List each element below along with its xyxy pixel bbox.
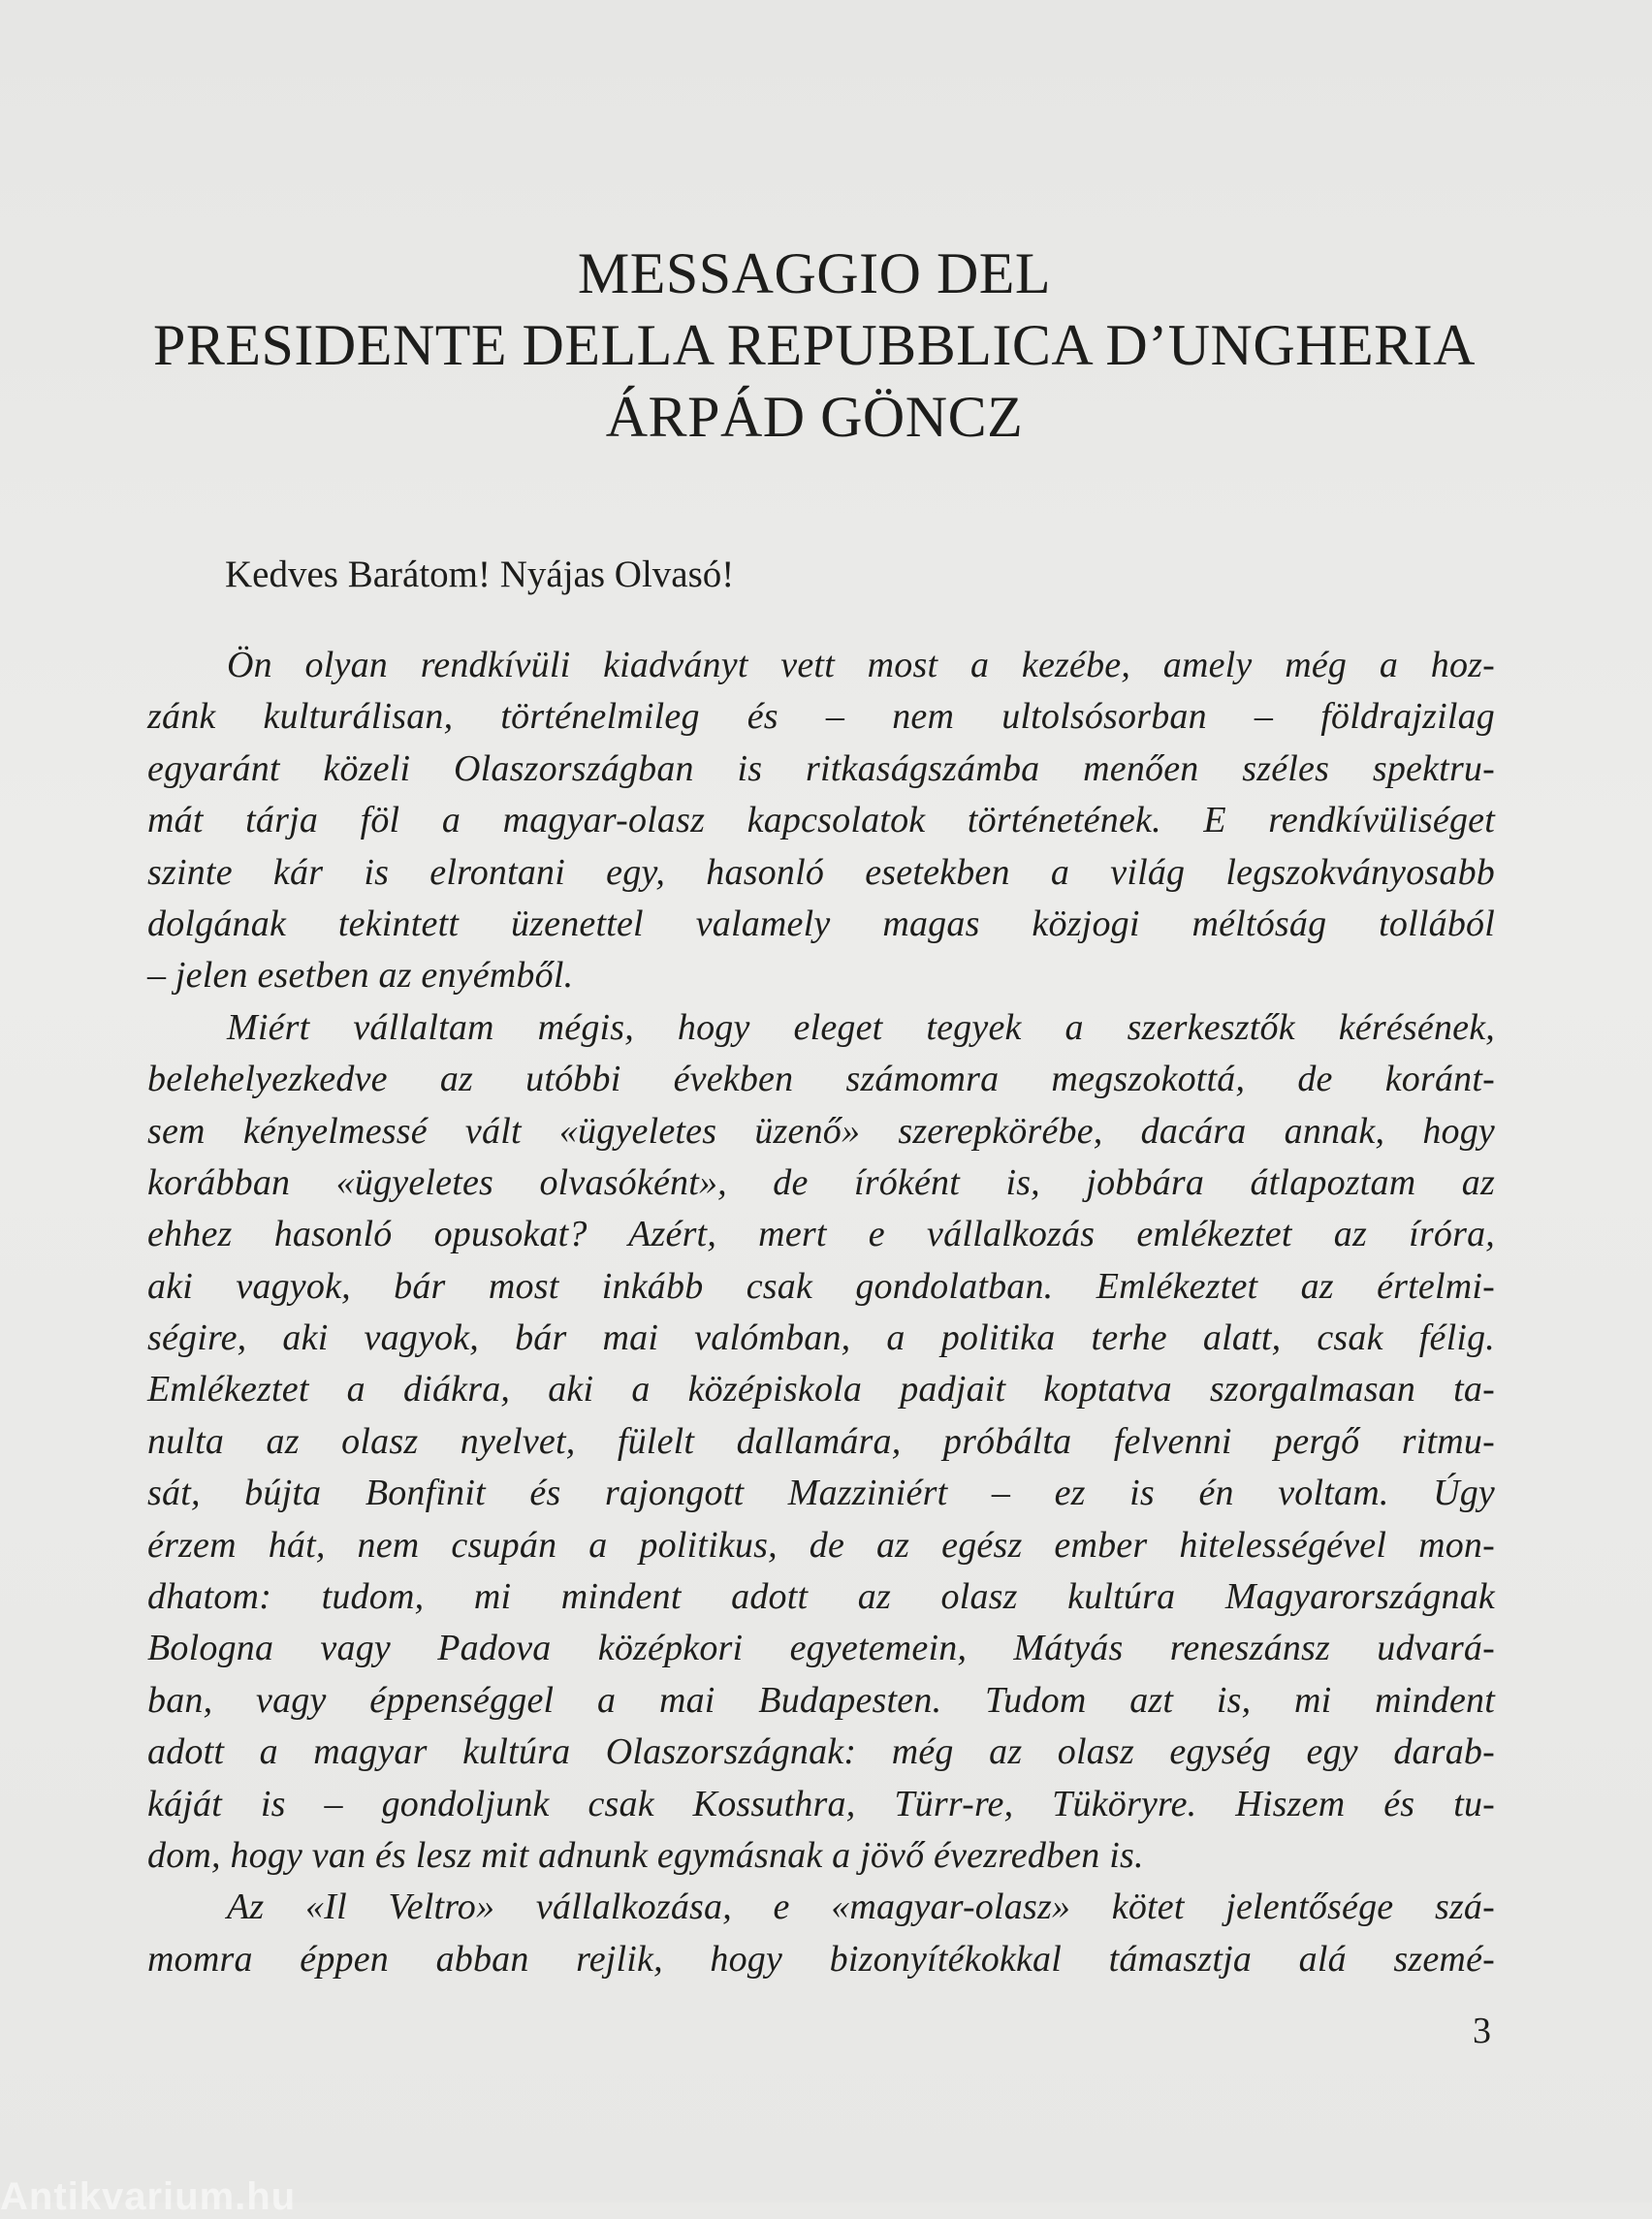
text-line: sem kényelmessé vált «ügyeletes üzenő» szerepkörébe, dacára annak, hogy [147,1110,1495,1152]
text-line: Miért vállaltam mégis, hogy eleget tegyek a szerkesztők kérésének, [227,1006,1495,1048]
greeting: Kedves Barátom! Nyájas Olvasó! [225,554,735,595]
text-line: belehelyezkedve az utóbbi években számomra megszokottá, de koránt- [147,1059,1495,1100]
text-line: Emlékeztet a diákra, aki a középiskola padjait koptatva szorgalmasan ta- [147,1369,1495,1411]
text-line: – jelen esetben az enyémből. [147,955,574,997]
text-line: dom, hogy van és lesz mit adnunk egymásnak a jövő évezredben is. [147,1834,1144,1876]
text-line: dhatom: tudom, mi mindent adott az olasz kultúra Magyarországnak [147,1576,1495,1618]
text-line: adott a magyar kultúra Olaszországnak: még az olasz egység egy darab- [147,1731,1495,1773]
page-title [116,238,1512,453]
text-line: zánk kulturálisan, történelmileg és – nem ultolsósorban – földrajzilag [147,696,1495,738]
text-line: ehhez hasonló opusokat? Azért, mert e vállalkozás emlékeztet az íróra, [147,1214,1495,1255]
text-line: Ön olyan rendkívüli kiadványt vett most a kezébe, amely még a hoz- [227,645,1495,685]
text-line: dolgának tekintett üzenettel valamely magas közjogi méltóság tollából [147,903,1495,944]
text-line: sát, bújta Bonfinit és rajongott Mazziniért – ez is én voltam. Úgy [147,1473,1495,1514]
text-line: Az «Il Veltro» vállalkozása, e «magyar-olasz» kötet jelentősége szá- [227,1886,1495,1928]
text-line: Bologna vagy Padova középkori egyetemein, Mátyás reneszánsz udvará- [147,1628,1495,1669]
page-number: 3 [1473,2011,1491,2051]
watermark: Antikvarium.hu [0,2175,297,2218]
text-line: momra éppen abban rejlik, hogy bizonyítékokkal támasztja alá szemé- [147,1938,1495,1980]
text-line: ban, vagy éppenséggel a mai Budapesten. Tudom azt is, mi mindent [147,1679,1495,1721]
title-line-2: PRESIDENTE DELLA REPUBBLICA D’UNGHERIA [153,313,1476,377]
text-line: mát tárja föl a magyar-olasz kapcsolatok történetének. E rendkívüliséget [147,800,1495,841]
text-line: káját is – gondoljunk csak Kossuthra, Türr-re, Tüköryre. Hiszem és tu- [147,1783,1495,1824]
text-line: szinte kár is elrontani egy, hasonló esetekben a világ legszokványosabb [147,851,1495,893]
text-line: egyaránt közeli Olaszországban is ritkaságszámba menően széles spektru- [147,747,1495,789]
text-line: ségire, aki vagyok, bár mai valómban, a politika terhe alatt, csak félig. [147,1317,1495,1359]
title-line-3: ÁRPÁD GÖNCZ [605,385,1024,449]
text-line: korábban «ügyeletes olvasóként», de íróként is, jobbára átlapoztam az [147,1161,1495,1203]
body-text [147,640,1495,1985]
text-line: nulta az olasz nyelvet, fülelt dallamára, próbálta felvenni pergő ritmu- [147,1420,1495,1462]
text-line: érzem hát, nem csupán a politikus, de az egész ember hitelességével mon- [147,1524,1495,1566]
text-line: aki vagyok, bár most inkább csak gondolatban. Emlékeztet az értelmi- [147,1265,1495,1307]
title-line-1: MESSAGGIO DEL [577,241,1052,305]
